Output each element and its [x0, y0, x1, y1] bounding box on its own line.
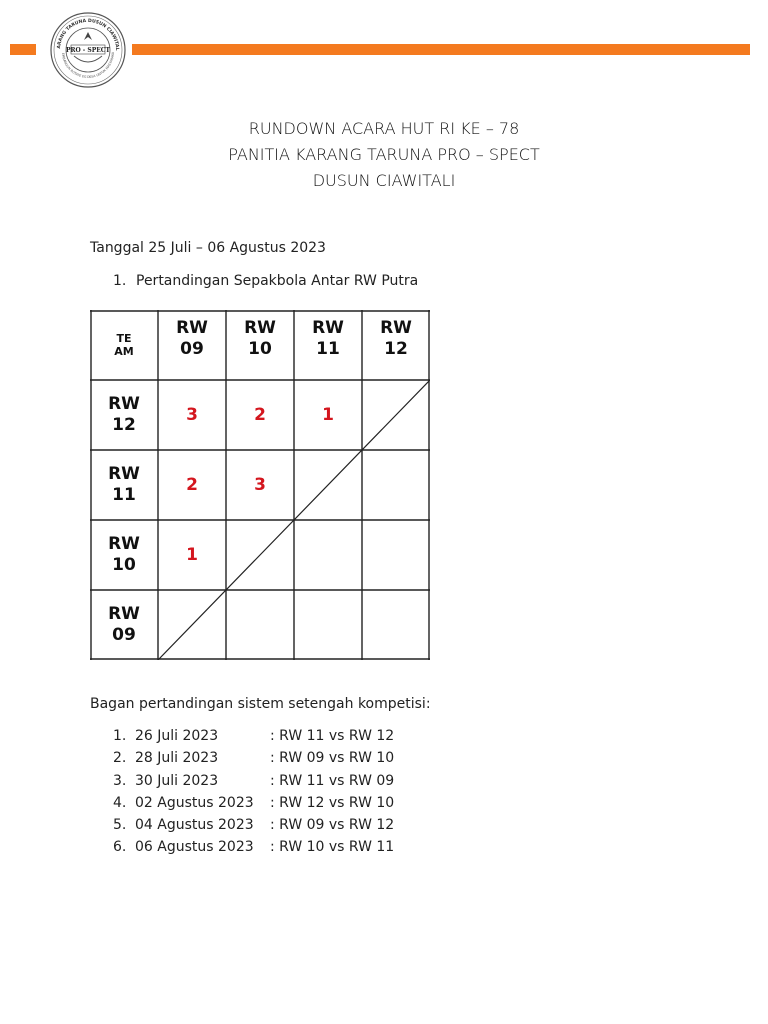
seal-ring-text-bottom: EMBANGUN ROTATE EG DESA UNTUK MASYARAKA [61, 52, 116, 80]
score-cell: 3 [254, 475, 266, 495]
title-line-3: DUSUN CIAWITALI [312, 171, 456, 190]
column-header-rw09 [158, 310, 226, 380]
list-number: 2. [113, 750, 127, 767]
date-range: Tanggal 25 Juli – 06 Agustus 2023 [90, 240, 326, 256]
corner-text-2: AM [114, 345, 134, 358]
match-teams: : RW 09 vs RW 12 [270, 817, 395, 834]
score-cell: 2 [254, 405, 266, 425]
row-header-line: RW [108, 394, 140, 414]
col-header-line: RW [380, 318, 412, 338]
row-header-line: RW [108, 534, 140, 554]
row-header-line: RW [108, 604, 140, 624]
row-header-line: 09 [112, 625, 136, 645]
row-header-rw12 [90, 380, 158, 450]
seal-ring-text-top: ARANG TARUNA DUSUN CIAWITAL [56, 18, 120, 51]
seal-center-text: PRO - SPECT [65, 47, 111, 54]
column-header-rw11 [294, 310, 362, 380]
row-header-line: 12 [112, 415, 136, 435]
list-item-football: Pertandingan Sepakbola Antar RW Putra [136, 273, 419, 289]
col-header-line: RW [312, 318, 344, 338]
match-date: 26 Juli 2023 [135, 728, 219, 744]
match-date: 02 Agustus 2023 [135, 794, 254, 811]
col-header-line: 12 [384, 339, 408, 359]
row-header-line: 11 [112, 485, 136, 505]
column-header-rw10 [226, 310, 294, 380]
row-header-rw09 [90, 590, 158, 660]
match-date: 30 Juli 2023 [135, 772, 219, 789]
title-line-2: PANITIA KARANG TARUNA PRO – SPECT [228, 145, 540, 164]
col-header-line: RW [244, 318, 276, 338]
col-header-line: 09 [180, 339, 204, 359]
row-header-line: 10 [112, 555, 136, 575]
match-teams: : RW 12 vs RW 10 [270, 794, 395, 811]
score-cell: 3 [186, 405, 198, 425]
col-header-line: RW [176, 318, 208, 338]
match-date: 04 Agustus 2023 [135, 817, 254, 834]
row-header-rw10 [90, 520, 158, 590]
document-title [0, 116, 768, 194]
list-number: 6. [113, 839, 127, 856]
score-table [90, 310, 430, 660]
match-teams: : RW 10 vs RW 11 [270, 839, 395, 856]
column-header-rw12 [362, 310, 430, 380]
list-number: 1. [113, 273, 127, 289]
match-date: 06 Agustus 2023 [135, 839, 254, 856]
table-corner-header [90, 310, 158, 380]
organization-seal-icon [50, 12, 126, 88]
score-cell: 1 [322, 405, 334, 425]
match-teams: : RW 09 vs RW 10 [270, 750, 395, 767]
match-date: 28 Juli 2023 [135, 750, 219, 767]
corner-text-1: TE [116, 332, 132, 345]
match-teams: : RW 11 vs RW 09 [270, 772, 395, 789]
list-number: 5. [113, 817, 127, 834]
col-header-line: 11 [316, 339, 340, 359]
list-number: 3. [113, 772, 127, 789]
list-number: 4. [113, 794, 127, 811]
list-number: 1. [113, 728, 127, 744]
score-cell: 1 [186, 545, 198, 565]
bracket-title: Bagan pertandingan sistem setengah kompetisi: [90, 696, 431, 712]
score-cell: 2 [186, 475, 198, 495]
match-teams: : RW 11 vs RW 12 [270, 728, 395, 744]
row-header-line: RW [108, 464, 140, 484]
col-header-line: 10 [248, 339, 272, 359]
title-line-1: RUNDOWN ACARA HUT RI KE – 78 [248, 119, 520, 138]
row-header-rw11 [90, 450, 158, 520]
